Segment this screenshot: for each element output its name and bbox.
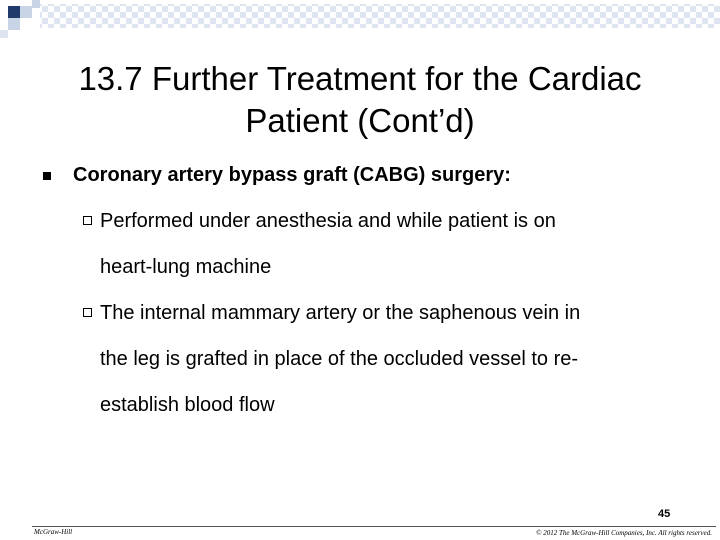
- publisher-name: McGraw-Hill: [34, 528, 73, 536]
- sub-bullet-1: [83, 198, 683, 290]
- square-bullet-icon: [43, 172, 51, 180]
- light-square-3: [32, 0, 40, 8]
- light-square-2: [8, 18, 20, 30]
- slide-title: [0, 58, 720, 142]
- header-decoration: [0, 0, 720, 48]
- sub-bullet-2: [83, 290, 683, 428]
- main-bullet: [43, 164, 683, 187]
- light-square: [20, 6, 32, 18]
- sub-bullet-1-line-2: heart-lung machine: [100, 256, 272, 278]
- slide-title-line-1: 13.7 Further Treatment for the Cardiac: [78, 60, 642, 97]
- page-number: 45: [658, 508, 671, 520]
- light-square-4: [0, 30, 8, 38]
- checker-band: [40, 4, 720, 28]
- hollow-square-bullet-icon: [83, 308, 92, 317]
- slide-title-line-2: Patient (Cont’d): [245, 102, 475, 139]
- sub-bullet-2-line-1: The internal mammary artery or the saphenous vein in: [100, 302, 581, 324]
- footer-divider: [32, 526, 716, 527]
- dark-square: [8, 6, 20, 18]
- hollow-square-bullet-icon: [83, 216, 92, 225]
- sub-bullet-1-line-1: Performed under anesthesia and while patient is on: [100, 210, 556, 232]
- sub-bullet-2-line-3: establish blood flow: [100, 394, 275, 416]
- copyright-notice: © 2012 The McGraw-Hill Companies, Inc. All rights reserved.: [536, 529, 712, 537]
- main-bullet-text: Coronary artery bypass graft (CABG) surgery:: [73, 164, 511, 186]
- sub-bullet-2-line-2: the leg is grafted in place of the occluded vessel to re-: [100, 348, 579, 370]
